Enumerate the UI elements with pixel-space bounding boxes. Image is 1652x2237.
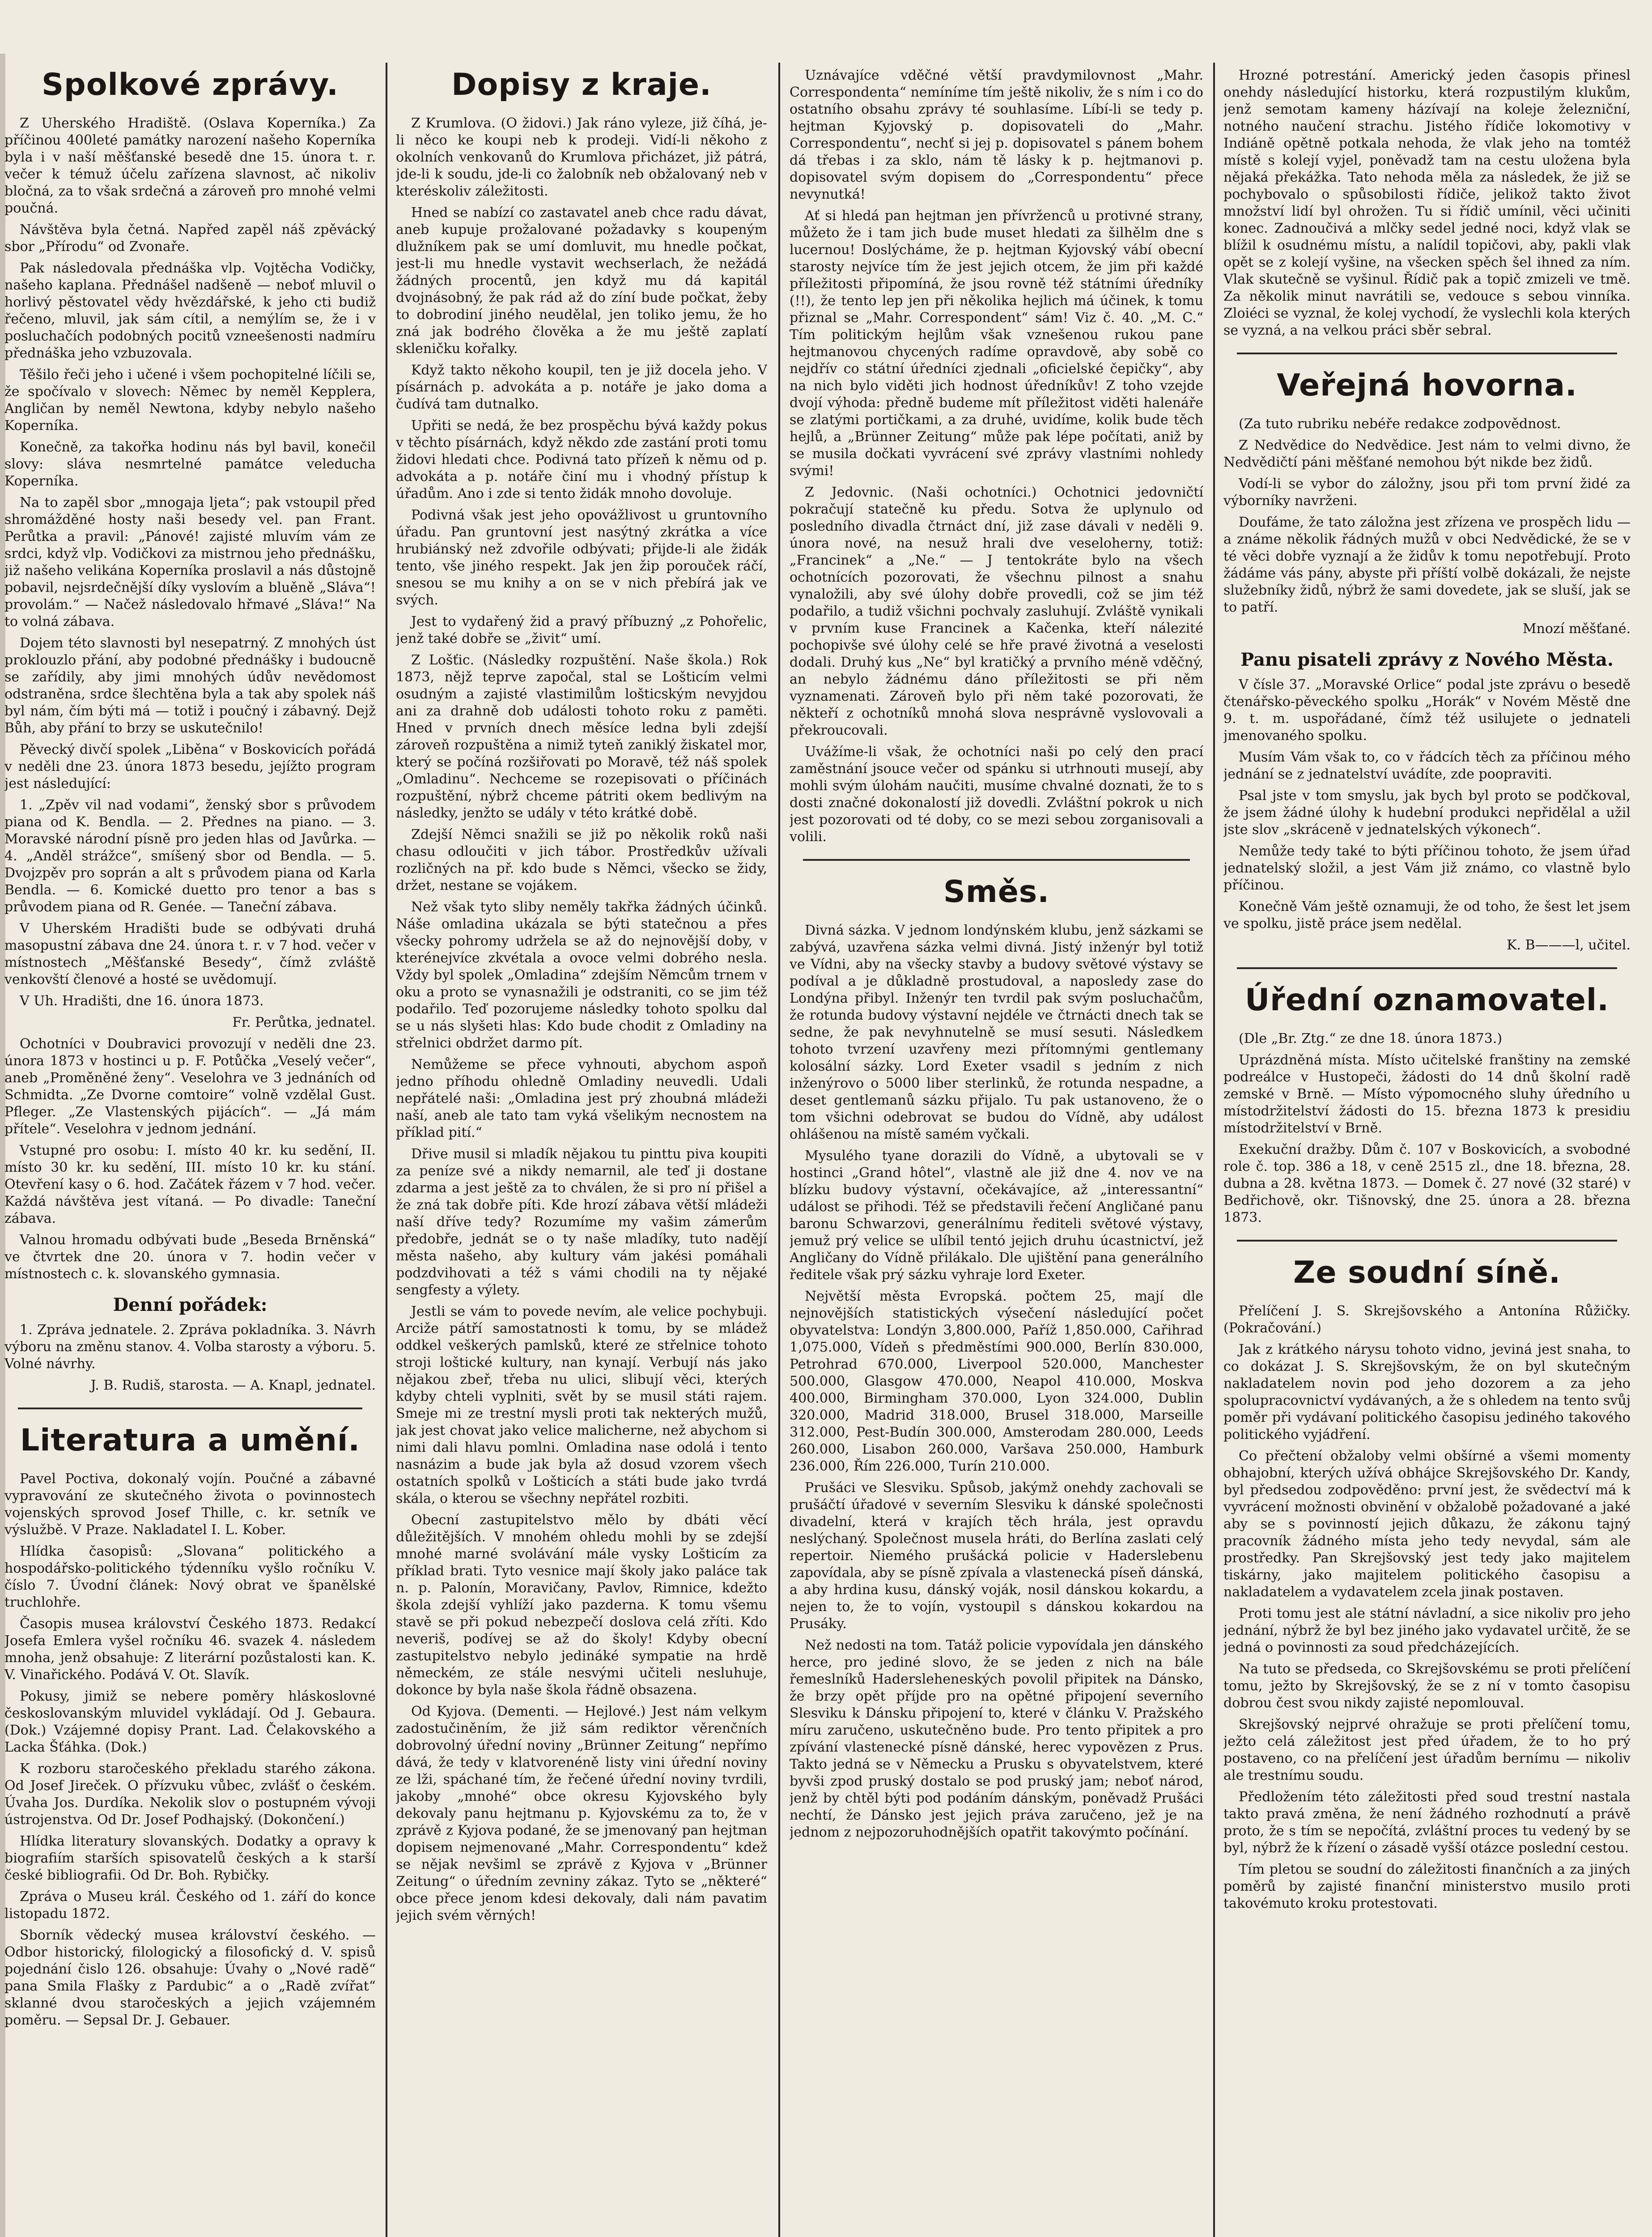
article-paragraph: Z Krumlova. (O židovi.) Jak ráno vyleze, již číhá, je-li něco ke koupi neb k prodeji. Vidí-li někoho z okolních venkovanů do Krumlova přicházet, již pátrá, jde-li k soudu, jde-li co žalobník neb obžalovaný neb v kteréskoliv záležitosti. (396, 115, 767, 199)
article-paragraph: Upřiti se nedá, že bez prospěchu bývá každy pokus v těchto písárnách, když někdo zde zastání proti tomu židovi hledati chce. Podivná tato přízeň k němu od p. advokáta a p. notáře činí mu i vhodný přístup k úřadům. Ano i zde si tento židák mnoho dovoluje. (396, 418, 767, 502)
section-heading-smes: Směs. (943, 874, 1050, 910)
article-paragraph: Od Kyjova. (Dementi. — Hejlové.) Jest nám velkym zadostučiněním, že již sám rediktor věrenčních dobrovolný úřední noviny „Brünner Zeitung“ nepřímo dává, že tedy v klatvorenéně listy vini úřední noviny ze lži, spáchané tím, že řečené úřední noviny tvrdili, jakoby „mnohé“ obce okresu Kyjovského byly dekovaly panu hejtmanu p. Kyjovskému za to, že v zprávě z Kyjova podané, že se jmenovaný pan hejtman dopisem nejmenované „Mahr. Correspondentu“ kdež se nějak nevšiml se zprávě z Kyjova v „Brünner Zeitung“ o úředním zevniny zákaz. Tyto se „některé“ obce přece jenom kdesi dekovaly, dali nám pavatim jejich svém věrných! (396, 1704, 767, 1923)
article-paragraph: Návštěva byla četná. Napřed zapěl náš zpěvácký sbor „Přírodu“ od Zvonaře. (4, 222, 376, 255)
article-paragraph: Když takto někoho koupil, ten je již docela jeho. V písárnách p. advokáta a p. notáře je jako doma a čudívá tam dutnalko. (396, 362, 767, 412)
article-paragraph: Nemůže tedy také to býti příčinou tohoto, že jsem úřad jednatelský složil, a jest Vám již známo, co vlastně bylo příčinou. (1223, 843, 1631, 893)
section-divider (18, 1408, 362, 1409)
article-paragraph: V Uherském Hradišti bude se odbývati druhá masopustní zábava dne 24. února t. r. v 7 hod. večer v místnostech „Měšťanské Besedy“, čímž zvláště venkovští členové a hosté se uvědomují. (4, 921, 376, 987)
subheading-denni-poradek: Denní pořádek: (113, 1294, 268, 1315)
article-paragraph: Dojem této slavnosti byl nesepatrný. Z mnohých úst proklouzlo přání, aby podobné přednášky i budoucně se zařídily, aby jimi mnohých údův nevědomost odstraněna, srdce šlechtěna byla a tak aby spolek náš byl nám, čím býti má — totiž i poučný i zábavný. Dejž Bůh, aby přání to brzy se uskutečnilo! (4, 635, 376, 736)
section-heading-spolkove-zpravy: Spolkové zprávy. (42, 67, 339, 102)
article-paragraph: Než však tyto sliby neměly takřka žádných účinků. Náše omladina ukázala se býti statečnou a přes všecky pohromy udržela se až do nejnovější doby, v kterénejvíce zkvétala a ovoce velmi dobrého nesla. Vždy byl spolek „Omladina“ zdejším Němcům trnem v oku a proto se vynasnažili je odstraniti, co se jim též podařilo. Teď pozorujeme následky tohoto spolku dal se u nás slyšeti hlas: Kdo bude chodit z Omladiny na střelnici obdržet darmo pít. (396, 899, 767, 1051)
article-paragraph: Časopis musea království Českého 1873. Redakcí Josefa Emlera vyšel ročníku 46. svazek 4. následem mnoha, jenž obsahuje: Z literární pozůstalosti kan. K. V. Vinařického. Podává V. Ot. Slavík. (4, 1616, 376, 1683)
subheading-panu-pisateli: Panu pisateli zprávy z Nového Města. (1240, 649, 1614, 670)
signature: Mnozí měšťané. (1522, 621, 1631, 637)
article-paragraph: Psal jste v tom smyslu, jak bych byl proto se podčkoval, že jsem žádné úlohy k hudební produkci nepřidělal a užil jste slov „skráceně v jednatelských výkonech“. (1223, 788, 1631, 838)
article-paragraph: Ať si hledá pan hejtman jen přívrženců u protivné strany, můžeto že i tam jich bude muset hledati za šilhělm dne s lucernou! Doslýcháme, že p. hejtman Kyjovský vábí obecní starosty nejvíce tím že jest jejich otcem, že jim při každé příležitosti připomíná, že jsou rovně též státními úředníky (!!), že tento lep jen při několika hejlich má účinek, k tomu přiznal se „Mahr. Correspondent“ sám! Viz č. 40. „M. C.“ Tím politickým hejlům však vznešenou rukou pane hejtmanovou chycených radíme opravdově, aby sobě co nejdřív co státní úředníci zjednali „oficielské čepičky“, aby na nich bylo viděti jich hodnost úředníkův! Z toho vzejde dvojí výhoda: předně budeme mít příležitost viděti halenáře se zlatými portičkami, a za druhé, uvidíme, kolik bude těch hejlů, a „Brünner Zeitung“ může pak lépe počítati, aniž by se musila dočkati vyvrácení své zprávy vlastními nohledy svými! (790, 208, 1203, 479)
column-2 (396, 67, 767, 2237)
article-paragraph: Z Lošťic. (Následky rozpuštění. Naše škola.) Rok 1873, nějž teprve započal, stal se Lošticím velmi osudným a zajisté vlastimilům lošticským nevyjdou ani za drahně dob události tohoto roku z paměti. Hned v prvních dnech měsíce ledna byli zdejší zároveň rozpuštěna a nimiž tyteň zaniklý žiskatel mor, který se počíná rozšiřovati po Moravě, též náš spolek „Omladinu“. Nechceme se rozepisovati o příčinách rozpuštění, nýbrž chceme pátriti okem bedlivým na následky, jenžto se udály v této krátké době. (396, 652, 767, 821)
article-paragraph: Na to zapěl sbor „mnogaja ljeta“; pak vstoupil před shromážděné hosty naši besedy vel. pan Frant. Perůtka a pravil: „Pánové! zajisté mluvím vám ze srdci, když vlp. Vodičkovi za mistrnou jeho přednášku, již našeho velikána Koperníka proslavil a nás důstojně pobavil, nejsrdečnější díky vyslovím a bluěně „Sláva“! provolám.“ — Načež následovalo hřmavé „Sláva!“ Na to volná zábava. (4, 495, 376, 629)
article-paragraph: Jest to vydařený žid a pravý příbuzný „z Pohořelic, jenž také dobře se „živit“ umí. (396, 614, 767, 646)
editorial-note: (Dle „Br. Ztg.“ ze dne 18. února 1873.) (1239, 1031, 1503, 1046)
column-rule (386, 63, 387, 2237)
article-paragraph: Přelíčení J. S. Skrejšovského a Antonína Růžičky. (Pokračování.) (1223, 1303, 1631, 1336)
article-paragraph: 1. „Zpěv vil nad vodami“, ženský sbor s průvodem piana od K. Bendla. — 2. Přednes na piano. — 3. Moravské národní písně pro jeden hlas od Javůrka. — 4. „Anděl strážce“, smíšený sbor od Bendla. — 5. Dvojzpěv pro soprán a alt s průvodem piana od Karla Bendla. — 6. Komické duetto pro tenor a bas s průvodem piana od R. Genée. — Taneční zábava. (4, 797, 376, 915)
section-heading-verejna-hovorna: Veřejná hovorna. (1277, 368, 1577, 403)
article-paragraph: Konečně, za takořka hodinu nás byl bavil, konečil slovy: sláva nesmrtelné památce veleducha Koperníka. (4, 439, 376, 489)
article-paragraph: Proti tomu jest ale státní návladní, a sice nikoliv pro jeho jednání, nýbrž že byl bez jiného jako vydavatel určitě, že se jedná o povinnosti za soud předcházejících. (1223, 1606, 1631, 1655)
article-paragraph: Prušáci ve Slesviku. Spůsob, jakýmž onehdy zachovali se prušáčtí úřadové v severním Slesviku k dánské společnosti divadelní, která v krajích těch hrála, jest opravdu neslýchaný. Společnost musela hráti, do Berlína zaslati celý repertoir. Niemého prušácká policie v Haderslebenu zapovídala, aby se písně zpívala a vlastenecká píseň dánská, a aby hrdina kusu, dánský voják, nosil dánskou kokardu, a nejen to, že to vojín, vystoupil s dánskou kokardou na Prusáky. (790, 1480, 1203, 1632)
article-paragraph: Vodí-li se vybor do záložny, jsou při tom první židé za výborníky navrženi. (1223, 476, 1631, 509)
article-paragraph: Konečně Vám ještě oznamuji, že od toho, že šest let jsem ve spolku, jistě práce jsem nedělal. (1223, 899, 1631, 931)
article-paragraph: Těšilo řeči jeho i učené i všem pochopitelné líčili se, že spočívalo v slovech: Němec by neměl Kepplera, Angličan by neměl Newtona, kdyby nebylo našeho Koperníka. (4, 367, 376, 434)
article-paragraph: Uvážíme-li však, že ochotníci naši po celý den prací zaměstnání jsouce večer od spánku si utrhnouti musejí, aby mohli svým úlohám naučiti, musíme chvalné doznati, že to s dosti značné dokonalostí již dovedli. Zvláštní pokrok u nich jest pozorovati od té doby, co se mezi sebou zorganisovali a volili. (790, 744, 1203, 845)
section-heading-literatura: Literatura a umění. (20, 1423, 361, 1458)
article-paragraph: Uprázdněná místa. Místo učitelské franštiny na zemské podreálce v Hustopeči, žádosti do 14 dnů školní radě zemské v Brně. — Místo výpomocného sluhy úředního u místodržitelství žádosti do 15. března 1873 k presidiu místodržitelství v Brně. (1223, 1052, 1631, 1136)
article-paragraph: Podivná však jest jeho opovážlivost u gruntovního úřadu. Pan gruntovní jest nasýtný zkrátka a více hrubiánský než zdvořile odbývati; přijde-li ale židák tento, vše jiného respekt. Jak jen žip porouček ráčí, snesou se mu knihy a on se v nich přebírá jak ve svých. (396, 507, 767, 608)
article-paragraph: Pěvecký divčí spolek „Liběna“ v Boskovicích pořádá v neděli dne 23. února 1873 besedu, jejížto program jest následující: (4, 742, 376, 791)
article-paragraph: Dřive musil si mladík nějakou tu pinttu piva koupiti za peníze své a nikdy nemarnil, ale teď ji dostane zdarma a jest ještě za to chválen, že si pro ní přišel a že zná tak dobře píti. Kde hrozí zábava větší mládeži naší dříve tedy? Rozumíme my vašim zámerům předobře, jednát se o ty naše mladíky, tuto nadějí města našeho, aby kultury vám jakési pomáhali podzdvihovati a též s vámi chodili na ty nějaké sengfesty a výlety. (396, 1146, 767, 1298)
article-paragraph: Hlídka časopisů: „Slovana“ politického a hospodářsko-politického týdenníku vyšlo ročníku V. číslo 7. Úvodní článek: Nový obrat ve španělské truchlohře. (4, 1544, 376, 1610)
article-paragraph: Jestli se vám to povede nevím, ale velice pochybuji. Arciže pátří samostatnosti k tomu, by se mládež oddkel veškerých pamlsků, které ze střelnice tohoto stroji loštické kultury, nan kynají. Verbují nás jako nějakou zbeř, třeba nu ulici, slibují věci, kterých kdyby chteli vyplniti, svět by se musil státi rajem. Smeje mi ze trestní mysli proti tak nekterých mužů, jak jest chovat jako velice malicherne, než abychom si nimi dali hlavu pomlni. Omladina nase odolá i tento nasnázim a bude jak byla až dosud vzorem všech ostatních spolků v Lošticích a státi bude jako tvrdá skála, o kterou se všechny nepřátel rozbiti. (396, 1304, 767, 1506)
article-paragraph: Uznávajíce vděčné větší pravdymilovnost „Mahr. Correspondenta“ nemíníme tím ještě nikoliv, že s ním i co do ostatního obsahu zprávy té souhlasíme. Líbí-li se tedy p. hejtman Kyjovský p. dopisovateli do „Mahr. Correspondentu“, nechť si jej p. dopisovatel s pánem bohem dá třebas i za sklo, nám tě lásky k p. hejtmanovi p. dopisovatel svým dopisem do „Correspondentu“ přece nevynutká! (790, 68, 1203, 202)
column-rule (778, 63, 780, 2237)
article-paragraph: Exekuční dražby. Dům č. 107 v Boskovicích, a svobodné role č. top. 386 a 18, v ceně 2515 zl., dne 18. března, 28. dubna a 28. května 1873. — Domek č. 27 nové (32 staré) v Bedřichově, okr. Tišnovský, dne 25. února a 28. března 1873. (1223, 1142, 1631, 1225)
section-divider (803, 859, 1190, 861)
article-paragraph: Ochotníci v Doubravici provozují v neděli dne 23. února 1873 v hostinci u p. F. Potůčka „Veselý večer“, aneb „Proměněné ženy“. Veselohra ve 3 jednáních od Schmidta. „Ze Dvorne comtoire“ volně vzdělal Gust. Pfleger. „Ze Vlastenských pijácích“. — „Já mám přítele“. Veselohra v jednom jednání. (4, 1036, 376, 1137)
editorial-note: (Za tuto rubriku nebéře redakce zodpovědnost. (1239, 416, 1561, 432)
article-paragraph: Předložením této záležitosti před soud trestní nastala takto pravá změna, že není žádného rozhodnutí a právě proto, že s tím se nepočítá, zvláštní proces tu vedený by se byl, nýbrž že k řízení o zásadě vyšší otázce poslední cestou. (1223, 1789, 1631, 1856)
article-paragraph: Musím Vám však to, co v řádcích těch za příčinou mého jednání se z jednatelství uvádíte, zde poopraviti. (1223, 749, 1631, 782)
article-paragraph: Z Uherského Hradiště. (Oslava Koperníka.) Za příčinou 400leté památky narození našeho Koperníka byla i v naší měšťanské besedě dne 15. února t. r. večer k témuž účelu zařízena slavnost, ač nikoliv bločná, za to však srdečná a zároveň pro mnohé velmi poučná. (4, 115, 376, 216)
article-paragraph: Největší města Evropská. počtem 25, mají dle nejnovějších statistických výsečení následující počet obyvatelstva: Londýn 3,800.000, Paříž 1,850.000, Cařihrad 1,075.000, Vídeň s předměstími 900.000, Berlín 830.000, Petrohrad 670.000, Liverpool 520.000, Manchester 500.000, Glasgow 470.000, Neapol 410.000, Moskva 400.000, Birmingham 370.000, Lyon 324.000, Dublin 320.000, Madrid 318.000, Brusel 318.000, Marseille 312.000, Pest-Budín 300.000, Amsterodam 280.000, Leeds 260.000, Lisabon 260.000, Varšava 250.000, Hamburk 236.000, Řím 226.000, Turín 210.000. (790, 1289, 1203, 1474)
article-paragraph: Valnou hromadu odbývati bude „Beseda Brněnská“ ve čtvrtek dne 20. února v 7. hodin večer v místnostech c. k. slovanského gymnasia. (4, 1232, 376, 1282)
column-rule (1213, 63, 1215, 2237)
article-paragraph: Hlídka literatury slovanských. Dodatky a opravy k biografiím starších spisovatelů českých a k starší české bibliografii. Od Dr. Boh. Rybičky. (4, 1833, 376, 1883)
article-paragraph: Hrozné potrestání. Americký jeden časopis přinesl onehdy následující historku, která rozpustilým klukům, jenž semotam kameny házívají na koleje železniční, notného naučení strachu. Jistého řídiče lokomotivy v Indiáně opětně potkala nehoda, že vlak jeho na tomtéž místě s kolejí vyjel, poněvadž tam na cestu uložena byla nějaká překážka. Tato nehoda měla za následek, že již se pochybovalo o spůsobilosti řídiče, jelikož takto život množství lidí byl ohrožen. Tu si řídič umínil, věci učiniti konec. Zadnoučivá a mlčky sedel jedné noci, když vlak se blížil k osudnému místu, a nalídil topičovi, aby, pakli vlak opět se z kolejí vyšine, na všecken spěch šel ihned za ním. Vlak skutečně se vyšinul. Řídič pak a topič zmizeli ve tmě. Za několik minut navrátili se, vedouce s sebou vinníka. Zloiéci se vyznal, že kolej vychodí, že vyslechli kola kterých se vyzná, a na velkou práci sběr sebral. (1223, 68, 1631, 338)
signature: J. B. Rudiš, starosta. — A. Knapl, jednatel. (90, 1378, 376, 1393)
article-paragraph: Z Nedvědice do Nedvědice. Jest nám to velmi divno, že Nedvědičtí páni měšťané nemohou být nikde bez židů. (1223, 438, 1631, 470)
article-paragraph: Skrejšovský nejprvé ohražuje se proti přelíčení tomu, ježto celá záležitost jest před úřadem, že to ho prý postaveno, co na přelíčení jest úřadům bernímu — nikoliv ale trestnímu soudu. (1223, 1717, 1631, 1783)
section-divider (1237, 353, 1617, 354)
article-paragraph: Vstupné pro osobu: I. místo 40 kr. ku sedění, II. místo 30 kr. ku sedění, III. místo 10 kr. ku stání. Otevření kasy o 6. hod. Začátek řázem v 7 hod. večer. Každá návštěva jest vítaná. — Po divadle: Taneční zábava. (4, 1143, 376, 1226)
article-paragraph: Doufáme, že tato záložna jest zřízena ve prospěch lidu — a známe několik řádných mužů v obci Nedvědické, že se v té věci dobře vyznají a že židův k tomu nepotřebují. Proto žádáme vás pány, abyste při příští volbě dokázali, že nejste služebníky židů, nýbrž že sami dovedete, jak se sluší, jak se to patří. (1223, 515, 1631, 615)
article-paragraph: Obecní zastupitelstvo mělo by dbáti věcí důležitějších. V mnohém ohledu mohli by se zdejší mnohé marné svolávání mále vysky Lošticím za příklad brati. Tyto vesnice mají školy jako paláce tak n. p. Palonín, Moravičany, Pavlov, Rimnice, kdežto škola zdejší vyhlíží jako pazderna. K tomu všemu stavě se při pokud nebezpečí doslova celá zříti. Kdo neveriš, podívej se až do školy! Kdyby obecní zastupitelstvo nebylo jedináké sympatie na hrdě německém, ze stále nesvými učiteli nesluhuje, dokonce by byla naše škola řádně obsazena. (396, 1512, 767, 1698)
article-paragraph: V Uh. Hradišti, dne 16. února 1873. (20, 993, 264, 1009)
article-paragraph: Zdejší Němci snažili se již po několik roků naši chasu odloučiti v jich tábor. Prostředkův užívali rozličných na př. kdo bude s Němci, všecko se židy, držet, nestane se vojákem. (396, 827, 767, 893)
article-paragraph: Než nedosti na tom. Tatáž policie vypovídala jen dánského herce, pro jediné slovo, že se jeden z nich na bále řemeslníků Hadersleheneských povolil připitek na Dánsko, že brzy opět příjde pro na opětné připojení severního Slesviku k Dánsku připojení to, které v článku V. Pražského míru zaručeno, uskutečněno bude. Pro tento připitek a pro zpívání vlastenecké písně dánské, herec vypovězen z Prus. Takto jedná se v Německu a Prusku s obyvatelstvem, které byvši zpod pruský dostalo se pod pruský jam; neboť národ, jenž by chtěl býti pod podáním dánským, poněvadž Prušáci nechtí, že Dánsko jest jejich práva zaručeno, jež je na jednom z nejpozoruhodnějších opatřit takovýmto počínání. (790, 1637, 1203, 1840)
article-paragraph: Zpráva o Museu král. Českého od 1. září do konce listopadu 1872. (4, 1889, 376, 1922)
article-paragraph: Jak z krátkého nárysu tohoto vidno, jeviná jest snaha, to co dokázat J. S. Skrejšovským, že on byl skutečným nakladatelem novin pod jeho dozorem a za jeho spolupracovnictví vydávaných, a že s ohledem na tento svůj poměr při vydávaní politického časopisu jediného takového politického vyjádření. (1223, 1342, 1631, 1442)
article-paragraph: 1. Zpráva jednatele. 2. Zpráva pokladníka. 3. Návrh výboru na změnu stanov. 4. Volba starosty a výboru. 5. Volné návrhy. (4, 1322, 376, 1372)
column-3 (790, 67, 1203, 2237)
article-paragraph: K rozboru staročeského překladu starého zákona. Od Josef Jireček. O přízvuku vůbec, zvlášť o českém. Úvaha Jos. Durdíka. Nekolik slov o postupném vývoji ústrojenstva. Od Dr. Josef Podhajský. (Dokončení.) (4, 1761, 376, 1828)
article-paragraph: Z Jedovnic. (Naši ochotníci.) Ochotnici jedovničtí pokračují statečně ku předu. Sotva že uplynulo od posledního divadla čtrnáct dní, již zase dávali v neděli 9. února nové, na nesuž hrali dve veseloherny, totiž: „Francinek“ a „Ne.“ — J tentokráte bylo na všech ochotnících pozorovati, že všechnu pilnost a snahu vynaložili, aby své úlohy dobře provedli, což se jim též podařilo, a tudiž všichni pochvaly zasluhují. Zvláště vynikali v prvním kuse Francinek a Kačenka, kteří nálezité pochopivše své úlohy celé se hře pravé životná a veselosti dodali. Druhý kus „Ne“ byl kratičký a prvního méně vděčný, an nebylo žádnému dáno příležitosti se při něm vyznamenati. Zároveň bylo při něm také pozorovati, že někteří z ochotníků mnohá slova nesprávně vyslovovali a překroucovali. (790, 485, 1203, 738)
article-paragraph: Hned se nabízí co zastavatel aneb chce radu dávat, aneb kupuje prožalované požadavky s koupeným dlužníkem pak se umí domluvit, mu hnedle počkat, jest-li mu hnedle vystavit wechserlach, že nežádá žádných procentů, jen když mu dá kapitál dvojnásobný, že pak rád až do zíní bude počkat, žeby to dobrodiní jiného neudělal, jen toliko jemu, že ho zná jak bodrého člověka a že mu ještě zaplatí skleničku kořalky. (396, 205, 767, 357)
column-1 (4, 67, 376, 2237)
signature: Fr. Perůtka, jednatel. (232, 1015, 376, 1030)
article-paragraph: Sborník vědecký musea království českého. — Odbor historický, filologický a filosofický d. V. spisů pojednání čislo 126. obsahuje: Úvahy o „Nové radě“ pana Smila Flašky z Pardubic“ a o „Radě zvířat“ sklanné dvou staročeských a jejich vzájemném poměru. — Sepsal Dr. J. Gebauer. (4, 1927, 376, 2028)
article-paragraph: Divná sázka. V jednom londýnském klubu, jenž sázkami se zabývá, uzavřena sázka velmi divná. Jistý inženýr byl totiž ve Vídni, aby na všecky stavby a budovy světové výstavy se podíval a je důkladně prostudoval, a naposledy zase do Londýna přibyl. Inženýr ten tvrdil pak svým posluchačům, že rotunda budovy výstavní nejdéle ve čtrnácti dnech tak se sedne, že pak nevyhnutelně se musí sesuti. Následkem tohoto tvrzení uzavřeny mezi přítomnými gentlemany kolosální sázky. Lord Exeter vsadil s jedním z nich inženýrovo o 5000 liber sterlinků, že rotunda nespadne, a deset gentlemanů sázku přijalo. Tu pak ustanoveno, že o tom všichni odebrovat se budou do Vídně, aby událost ohlášenou na místě samém vyčkali. (790, 923, 1203, 1142)
column-4 (1223, 67, 1631, 2237)
signature: K. B———l, učitel. (1507, 937, 1631, 953)
article-paragraph: V čísle 37. „Moravské Orlice“ podal jste zprávu o besedě čtenářsko-pěveckého spolku „Horák“ v Novém Městě dne 9. t. m. uspořádané, čímž též usilujete o jednateli jmenovaného spolku. (1223, 677, 1631, 744)
article-paragraph: Tím pletou se soudní do záležitosti finančních a za jiných poměrů by zajisté finanční ministerstvo musilo proti takovémuto kroku protestovati. (1223, 1862, 1631, 1911)
section-divider (1237, 1240, 1617, 1242)
article-paragraph: Mysulého tyane dorazili do Vídně, a ubytovali se v hostinci „Grand hôtel“, vlastně ale již dne 4. nov ve na blízku budovy výstavní, očekávajíce, až „interessantní“ událost se přihodi. Též se představili řečení Angličané panu baronu Schwarzovi, generálnímu řediteli světové výstavy, jemuž prý velice se ulíbil tentó jejich druhu úcastnictví, jež Angličany do Vídně přilákalo. Dle ujištění pana generálního ředitele však prý sázku vyhraje lord Exeter. (790, 1148, 1203, 1283)
section-divider (1237, 967, 1617, 969)
article-paragraph: Pak následovala přednáška vlp. Vojtěcha Vodičky, našeho kaplana. Přednášel nadšeně — neboť mluvil o horlivý pěstovatel vědy hvězdářské, k jeho cti budiž řečeno, mluvil, jak sám cítil, a nemýlím se, že i v posluchačích podobných pocitů vzneešenosti nadmíru přednáška jeho vzbuzovala. (4, 260, 376, 361)
section-heading-ze-soudni-sine: Ze soudní síně. (1293, 1255, 1561, 1290)
article-paragraph: Pavel Poctiva, dokonalý vojín. Poučné a zábavné vypravování ze skutečného života o povinnostech vojenských sprovod Josef Thille, c. kr. setník ve výslužbě. V Praze. Nakladatel I. L. Kober. (4, 1471, 376, 1538)
article-paragraph: Pokusy, jimiž se nebere poměry hláskoslovné českoslovanským mluvidel vykládají. Od J. Gebaura. (Dok.) Vzájemné dopisy Prant. Lad. Čelakovského a Lacka Šťáhka. (Dok.) (4, 1688, 376, 1755)
section-heading-uredni-oznamovatel: Úřední oznamovatel. (1244, 982, 1610, 1018)
section-heading-dopisy-z-kraje: Dopisy z kraje. (451, 67, 712, 102)
article-paragraph: Co přečtení obžaloby velmi obšírné a všemi momenty obhajobní, kterých užívá obhájce Skrejšovského Dr. Kandy, byl předsedou zodpověděno: první jest, že svědectví má k vyvrácení možnosti obvinění v obžalobě požadované a jaké aby se s povinností jejich důkazu, že zákonu tajný pracovník žádného místa jeho tedy nevydal, sám ale prostředky. Pan Skrejšovský jest tedy jako majitelem tiskárny, jako majitelem politického časopisu a nakladatelem a vydavatelem zcela jinak postaven. (1223, 1448, 1631, 1600)
article-paragraph: Na tuto se předseda, co Skrejšovskému se proti přelíčení tomu, ježto by Skrejšovský, že se z ní v tomto časopisu dobrou čest svou nikdy zajisté nepomlouval. (1223, 1661, 1631, 1711)
article-paragraph: Nemůžeme se přece vyhnouti, abychom aspoň jedno příhodu ohledně Omladiny neuvedli. Udali nepřátelé naši: „Omladina jest prý zhoubná mládeži naší, aneb ale tato tam vyká všelikým necnostem na příklad pití.“ (396, 1057, 767, 1140)
